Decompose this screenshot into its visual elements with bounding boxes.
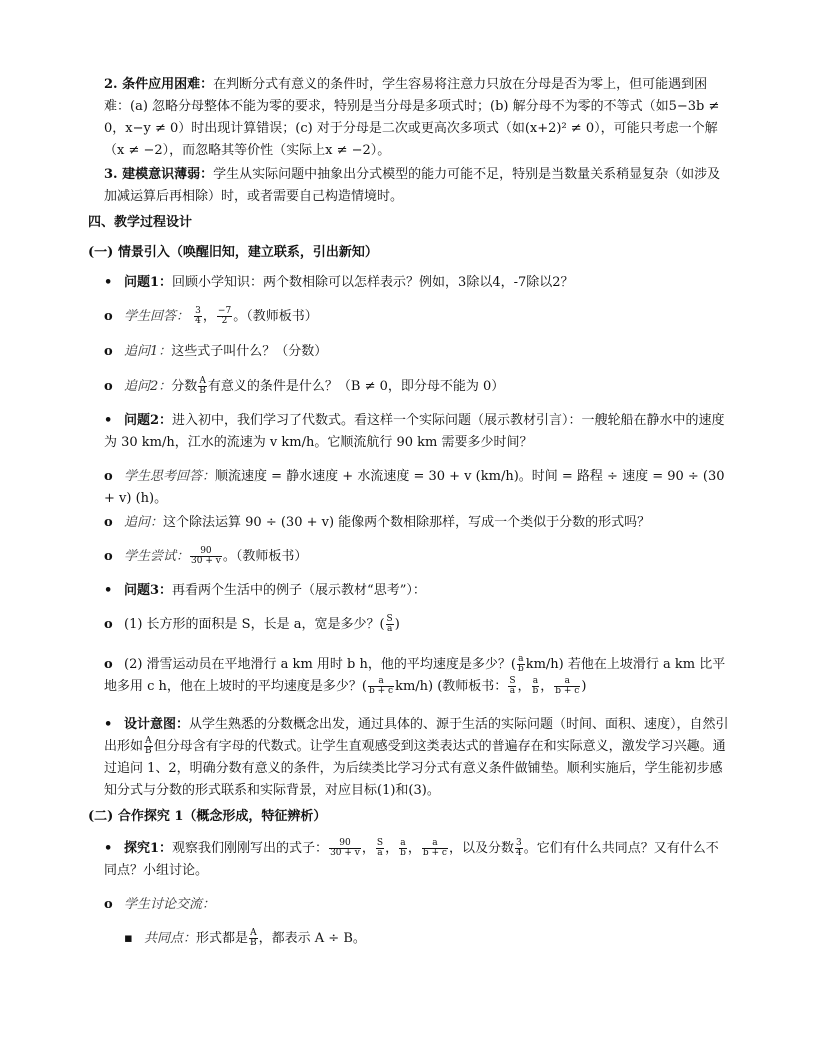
question-label: 问题2： [124, 413, 173, 428]
fraction: $\frac{a}{b + c}$ [422, 838, 447, 858]
followup-label: 追问2： [124, 379, 172, 394]
bullet-dot-icon: • [104, 583, 113, 598]
list-item [104, 466, 730, 510]
section-heading: 四、教学过程设计 [88, 215, 193, 230]
bullet-dot-icon: • [104, 841, 113, 856]
list-item: o 学生回答： $\frac{3}{4}$ ， $\frac{-7}{2}$ 。（教师板书） [104, 306, 318, 326]
followup-text: 这个除法运算 90 ÷ (30 + v) 能像两个数相除那样，写成一个类似于分数的形式吗？ [163, 515, 651, 530]
bullet-square-icon: ▪ [124, 931, 133, 946]
list-item [104, 272, 730, 294]
paragraph-heading: 2. 条件应用困难： [104, 77, 214, 92]
list-item [104, 894, 730, 916]
fraction: $\frac{a}{b}$ [532, 676, 539, 696]
list-item [104, 512, 730, 534]
answer-text: 顺流速度 = 静水速度 + 水流速度 = 30 + v (km/h)。时间 = 路程 ÷ 速度 = 90 ÷ (30 + v) (h)。 [104, 469, 725, 506]
fraction: $\frac{S}{a}$ [509, 676, 516, 696]
design-intent-label: 设计意图： [124, 717, 190, 732]
list-item [104, 546, 730, 568]
list-item: ▪ 共同点：形式都是 $\frac{A}{B}$ ，都表示 A ÷ B。 [124, 928, 366, 948]
list-item: • 设计意图：从学生熟悉的分数概念出发，通过具体的、源于生活的实际问题（时间、面积、速度），自然引出形如 $\frac{A}{B}$ 但分母含有字母的代数式。让学生直观感受到这类表达式的普遍存在和实际意义，激发学习兴趣。通过追问 1、2，明确分数有意义的条件，为后续类比学习分式有意义条件做铺垫。顺利实施后，学生能初步感知分式与分数的形式联系和实际背景，对应目标(1)和(3)。 [104, 714, 730, 802]
bullet-dot-icon: • [104, 717, 113, 732]
list-item [104, 341, 730, 363]
bullet-circle-icon: o [104, 309, 113, 324]
fraction: $\frac{3}{4}$ [195, 306, 201, 326]
followup-label: 追问1： [124, 344, 172, 359]
fraction: $\frac{a}{b}$ [400, 838, 406, 858]
question-text: 再看两个生活中的例子（展示教材“思考”）： [172, 583, 426, 598]
answer-label: 学生尝试： [124, 549, 190, 564]
fraction: $\frac{S}{a}$ [386, 614, 393, 634]
fraction: $\frac{90}{30 + v}$ [330, 838, 360, 858]
fraction: $\frac{a}{b + c}$ [555, 676, 580, 696]
fraction: $\frac{A}{B}$ [199, 376, 206, 396]
bullet-circle-icon: o [104, 549, 113, 564]
list-item: • 探究1：观察我们刚刚写出的式子： $\frac{90}{30 + v}$ ， $\frac{S}{a}$ ， $\frac{a}{b}$ ， $\frac{a}{b + c}$ ，以及分数 $\frac{3}{4}$ 。它们有什么共同点？又有什么不同点？小组讨论。 [104, 838, 719, 878]
question-text: 回顾小学知识：两个数相除可以怎样表示？例如，3除以4，-7除以2？ [172, 275, 574, 290]
answer-text: 。（教师板书） [233, 309, 318, 324]
bullet-dot-icon: • [104, 413, 113, 428]
bullet-circle-icon: o [104, 657, 113, 672]
paragraph-condition-difficulty [104, 74, 730, 162]
list-item: o (2) 滑雪运动员在平地滑行 a km 用时 b h，他的平均速度是多少？( $\frac{a}{b}$ km/h) 若他在上坡滑行 a km 比平地多用 c h，他在上坡时的平均速度是多少？( $\frac{a}{b + c}$ km/h) (教师板书： $\frac{S}{a}$ ， $\frac{a}{b}$ ， $\frac{a}{b + c}$ ) [104, 654, 726, 696]
bullet-circle-icon: o [104, 897, 113, 912]
fraction: $\frac{S}{a}$ [376, 838, 384, 858]
paragraph-text: 在判断分式有意义的条件时，学生容易将注意力只放在分母是否为零上，但可能遇到困难：(a) 忽略分母整体不能为零的要求，特别是当分母是多项式时；(b) 解分母不为零的不等式（如5−3b ≠ 0，x−y ≠ 0）时出现计算错误；(c) 对于分母是二次或更高次多项式（如(x+2)² ≠ 0），可能只考虑一个解（x ≠ −2），而忽略其等价性（实际上x ≠ −2）。 [104, 77, 720, 158]
question-label: 问题3： [124, 583, 173, 598]
fraction: $\frac{3}{4}$ [515, 838, 522, 858]
fraction: $\frac{a}{b + c}$ [369, 676, 394, 696]
list-item [104, 410, 730, 454]
followup-label: 追问： [124, 515, 164, 530]
subsection-heading: (二) 合作探究 1（概念形成，特征辨析） [88, 809, 327, 824]
discussion-label: 学生讨论交流： [124, 897, 216, 912]
commonality-label: 共同点： [144, 931, 197, 946]
bullet-circle-icon: o [104, 344, 113, 359]
question-label: 问题1： [124, 275, 173, 290]
answer-label: 学生回答： [124, 309, 190, 324]
bullet-circle-icon: o [104, 515, 113, 530]
subsection-heading: (一) 情景引入（唤醒旧知，建立联系，引出新知） [88, 245, 378, 260]
fraction: $\frac{a}{b}$ [517, 654, 524, 674]
list-item: o (1) 长方形的面积是 S，长是 a，宽是多少？( $\frac{S}{a}$ ) [104, 614, 400, 634]
paragraph-heading: 3. 建模意识薄弱： [104, 167, 214, 182]
followup-text: 这些式子叫什么？（分数） [171, 344, 328, 359]
list-item [104, 580, 730, 602]
answer-label: 学生思考回答： [124, 469, 216, 484]
bullet-dot-icon: • [104, 275, 113, 290]
answer-text: 。（教师板书） [222, 549, 308, 564]
fraction: $\frac{90}{30 + v}$ [191, 546, 221, 566]
fraction: $\frac{A}{B}$ [250, 928, 257, 948]
bullet-circle-icon: o [104, 469, 113, 484]
followup-text: 有意义的条件是什么？（B ≠ 0，即分母不能为 0） [207, 379, 505, 394]
paragraph-text: 学生从实际问题中抽象出分式模型的能力可能不足，特别是当数量关系稍显复杂（如涉及加减运算后再相除）时，或者需要自己构造情境时。 [104, 167, 721, 204]
bullet-circle-icon: o [104, 617, 113, 632]
bullet-circle-icon: o [104, 379, 113, 394]
paragraph-modeling-weakness [104, 164, 730, 208]
fraction: $\frac{A}{B}$ [145, 736, 152, 756]
list-item: o 追问2：分数 $\frac{A}{B}$ 有意义的条件是什么？（B ≠ 0，即分母不能为 0） [104, 376, 505, 396]
question-text: 进入初中，我们学习了代数式。看这样一个实际问题（展示教材引言）：一艘轮船在静水中的速度为 30 km/h，江水的流速为 v km/h。它顺流航行 90 km 需要多少时间？ [104, 413, 725, 450]
fraction: $\frac{-7}{2}$ [217, 306, 232, 326]
exploration-label: 探究1： [124, 841, 173, 856]
